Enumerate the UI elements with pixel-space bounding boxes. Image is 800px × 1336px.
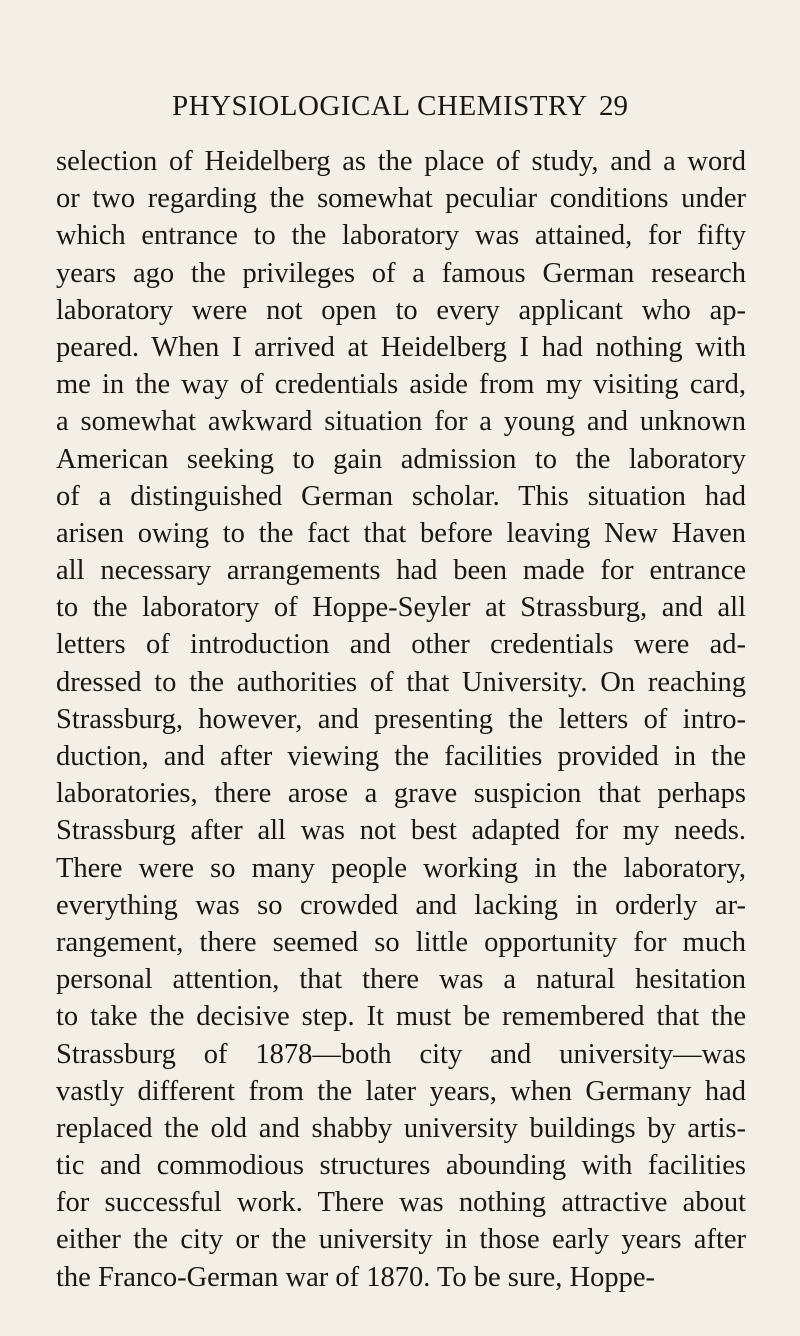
text-line: personal attention, that there was a natural hesitation (56, 964, 746, 996)
text-line: a somewhat awkward situation for a young and unknown (56, 406, 746, 438)
text-line: laboratories, there arose a grave suspicion that perhaps (56, 778, 746, 810)
page-number: 29 (599, 90, 628, 122)
text-line: for successful work. There was nothing attractive about (56, 1187, 746, 1219)
text-line: American seeking to gain admission to the laboratory (56, 443, 746, 475)
text-line: dressed to the authorities of that University. On reaching (56, 666, 746, 698)
text-line: me in the way of credentials aside from my visiting card, (56, 369, 746, 401)
text-line: selection of Heidelberg as the place of study, and a word (56, 146, 746, 177)
text-line: vastly different from the later years, when Germany had (56, 1075, 746, 1107)
text-line: to take the decisive step. It must be remembered that the (56, 1001, 746, 1033)
text-line: laboratory were not open to every applicant who ap- (56, 294, 746, 326)
running-title: PHYSIOLOGICAL CHEMISTRY (172, 90, 588, 122)
text-line: of a distinguished German scholar. This situation had (56, 480, 746, 512)
text-line: peared. When I arrived at Heidelberg I had nothing with (56, 331, 746, 363)
text-line: years ago the privileges of a famous German research (56, 257, 746, 289)
running-head (172, 90, 628, 130)
text-line: the Franco-German war of 1870. To be sure, Hoppe- (56, 1261, 655, 1293)
text-line: replaced the old and shabby university buildings by artis- (56, 1112, 746, 1144)
body-text (56, 143, 746, 1296)
text-line: arisen owing to the fact that before leaving New Haven (56, 517, 746, 549)
text-line: all necessary arrangements had been made for entrance (56, 555, 746, 587)
text-line: rangement, there seemed so little opportunity for much (56, 926, 746, 958)
text-line: Strassburg after all was not best adapted for my needs. (56, 815, 746, 847)
text-line: or two regarding the somewhat peculiar conditions under (56, 183, 746, 215)
text-line: everything was so crowded and lacking in orderly ar- (56, 889, 746, 921)
text-line: tic and commodious structures abounding with facilities (56, 1150, 746, 1182)
text-line: duction, and after viewing the facilities provided in the (56, 741, 746, 772)
text-line: Strassburg of 1878—both city and university—was (56, 1038, 746, 1070)
text-line: which entrance to the laboratory was attained, for fifty (56, 220, 746, 252)
text-line: either the city or the university in those early years after (56, 1224, 746, 1256)
text-line: letters of introduction and other credentials were ad- (56, 629, 746, 661)
text-line: There were so many people working in the laboratory, (56, 852, 746, 884)
text-line: to the laboratory of Hoppe-Seyler at Strassburg, and all (56, 592, 746, 624)
text-line: Strassburg, however, and presenting the letters of intro- (56, 703, 746, 735)
